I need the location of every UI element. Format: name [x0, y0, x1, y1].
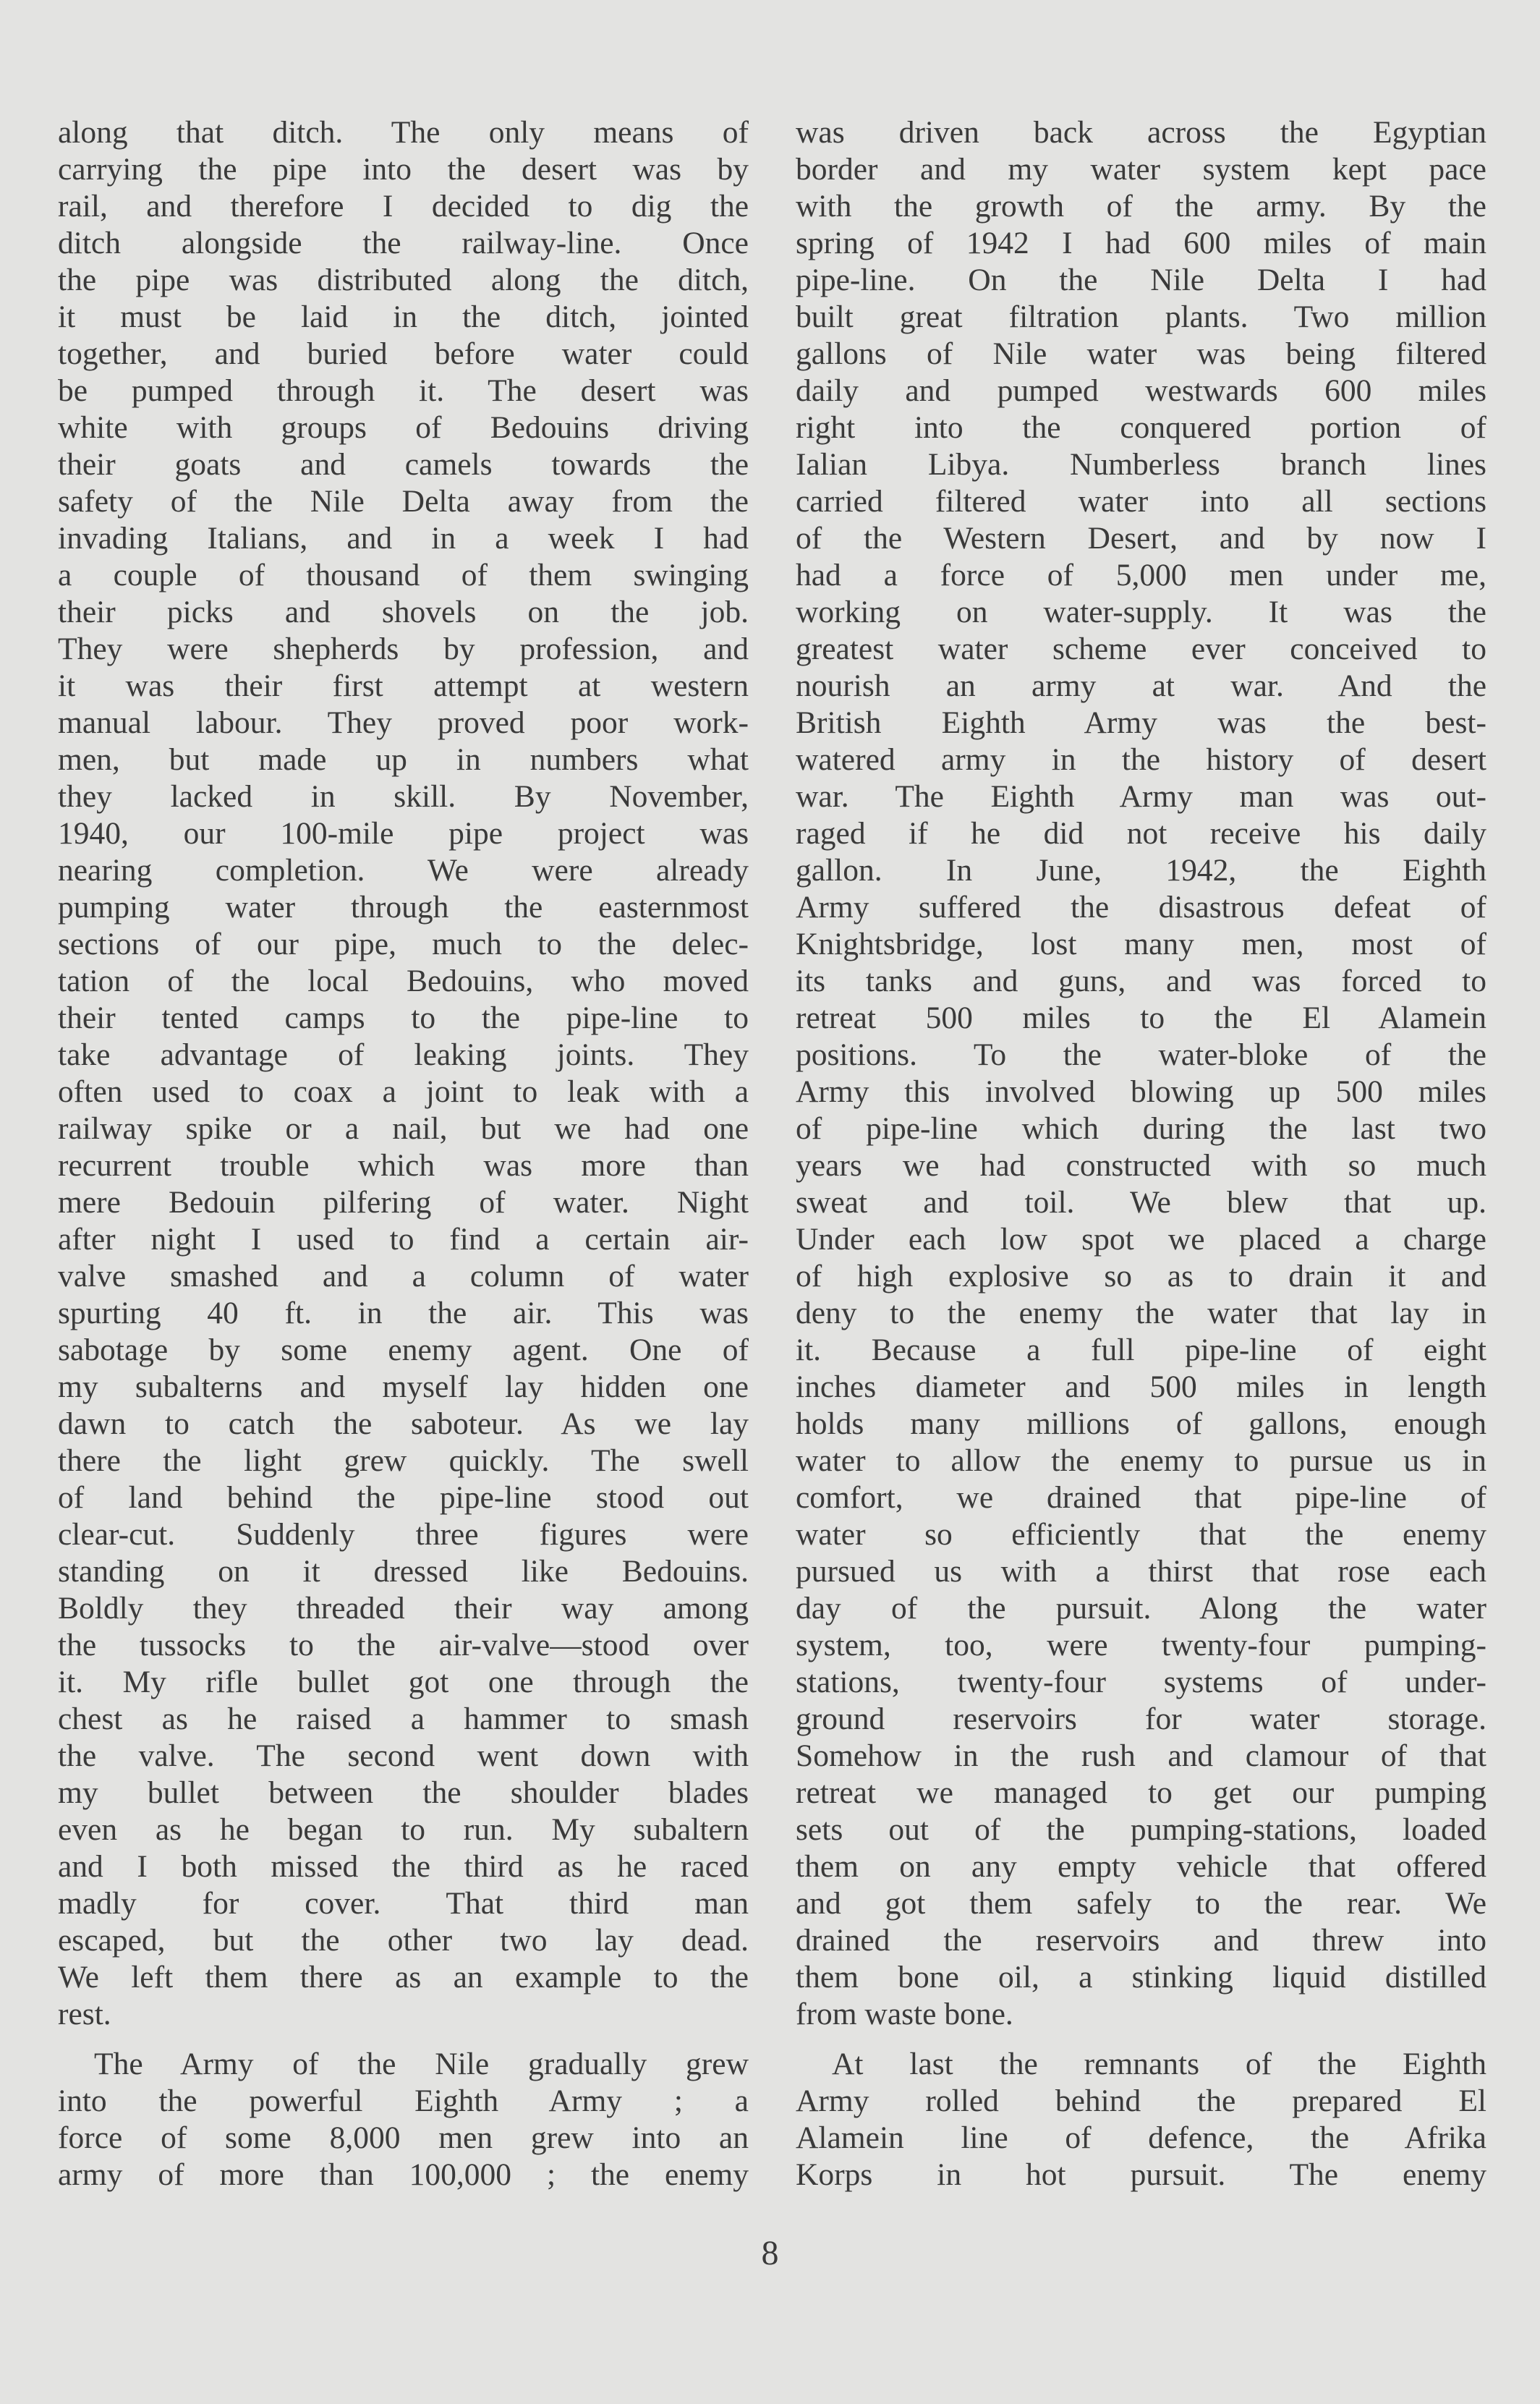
right-column	[796, 114, 1486, 2193]
text-line: it must be laid in the ditch, jointed	[58, 300, 749, 334]
text-line: them on any empty vehicle that offered	[796, 1849, 1486, 1884]
text-line: clear-cut. Suddenly three figures were	[58, 1517, 749, 1552]
text-line: stations, twenty-four systems of under-	[796, 1665, 1486, 1699]
text-line: Boldly they threaded their way among	[58, 1591, 749, 1626]
text-line: Somehow in the rush and clamour of that	[796, 1738, 1486, 1773]
text-line: it. Because a full pipe-line of eight	[796, 1333, 1486, 1367]
text-line: greatest water scheme ever conceived to	[796, 632, 1486, 666]
text-line: drained the reservoirs and threw into	[796, 1923, 1486, 1958]
text-line: rest.	[58, 1997, 111, 2031]
text-line: daily and pumped westwards 600 miles	[796, 373, 1486, 408]
text-line: their picks and shovels on the job.	[58, 595, 749, 629]
text-line: men, but made up in numbers what	[58, 742, 749, 777]
text-line: was driven back across the Egyptian	[796, 115, 1486, 150]
text-line: madly for cover. That third man	[58, 1886, 749, 1921]
text-line: white with groups of Bedouins driving	[58, 410, 749, 445]
text-line: sections of our pipe, much to the delec-	[58, 927, 749, 961]
text-line: Korps in hot pursuit. The enemy	[796, 2157, 1486, 2192]
text-line: of high explosive so as to drain it and	[796, 1259, 1486, 1294]
text-line: We left them there as an example to the	[58, 1960, 749, 1995]
text-line: recurrent trouble which was more than	[58, 1148, 749, 1183]
text-line: ditch alongside the railway-line. Once	[58, 226, 749, 260]
text-line: mere Bedouin pilfering of water. Night	[58, 1185, 749, 1220]
text-line: retreat we managed to get our pumping	[796, 1775, 1486, 1810]
text-line: working on water-supply. It was the	[796, 595, 1486, 629]
text-line: holds many millions of gallons, enough	[796, 1406, 1486, 1441]
text-line: their tented camps to the pipe-line to	[58, 1001, 749, 1035]
text-line: Army rolled behind the prepared El	[796, 2084, 1486, 2118]
text-line: carrying the pipe into the desert was by	[58, 152, 749, 187]
text-line: The Army of the Nile gradually grew	[94, 2047, 749, 2081]
text-line: gallon. In June, 1942, the Eighth	[796, 853, 1486, 888]
text-line: pursued us with a thirst that rose each	[796, 1554, 1486, 1589]
text-line: war. The Eighth Army man was out-	[796, 779, 1486, 814]
text-line: pipe-line. On the Nile Delta I had	[796, 263, 1486, 297]
text-line: chest as he raised a hammer to smash	[58, 1702, 749, 1736]
text-line: after night I used to find a certain air-	[58, 1222, 749, 1257]
text-line: nourish an army at war. And the	[796, 668, 1486, 703]
text-line: of land behind the pipe-line stood out	[58, 1480, 749, 1515]
text-line: At last the remnants of the Eighth	[832, 2047, 1486, 2081]
text-line: They were shepherds by profession, and	[58, 632, 749, 666]
paragraph-gap	[58, 2033, 749, 2046]
text-line: the tussocks to the air-valve—stood over	[58, 1628, 749, 1662]
text-line: Army suffered the disastrous defeat of	[796, 890, 1486, 925]
text-line: retreat 500 miles to the El Alamein	[796, 1001, 1486, 1035]
text-line: of the Western Desert, and by now I	[796, 521, 1486, 556]
text-line: my subalterns and myself lay hidden one	[58, 1369, 749, 1404]
text-line: positions. To the water-bloke of the	[796, 1037, 1486, 1072]
text-line: nearing completion. We were already	[58, 853, 749, 888]
text-line: Army this involved blowing up 500 miles	[796, 1074, 1486, 1109]
text-line: standing on it dressed like Bedouins.	[58, 1554, 749, 1589]
text-line: ground reservoirs for water storage.	[796, 1702, 1486, 1736]
text-line: years we had constructed with so much	[796, 1148, 1486, 1183]
text-line: comfort, we drained that pipe-line of	[796, 1480, 1486, 1515]
text-line: watered army in the history of desert	[796, 742, 1486, 777]
text-line: day of the pursuit. Along the water	[796, 1591, 1486, 1626]
text-line: their goats and camels towards the	[58, 447, 749, 482]
text-line: be pumped through it. The desert was	[58, 373, 749, 408]
text-line: it was their first attempt at western	[58, 668, 749, 703]
right-paragraph-2	[796, 2046, 1486, 2193]
text-line: had a force of 5,000 men under me,	[796, 558, 1486, 592]
text-line: invading Italians, and in a week I had	[58, 521, 749, 556]
text-line: it. My rifle bullet got one through the	[58, 1665, 749, 1699]
page-number: 8	[761, 2234, 779, 2272]
paragraph-gap	[796, 2033, 1486, 2046]
text-line: there the light grew quickly. The swell	[58, 1443, 749, 1478]
text-line: my bullet between the shoulder blades	[58, 1775, 749, 1810]
text-line: valve smashed and a column of water	[58, 1259, 749, 1294]
text-line: manual labour. They proved poor work-	[58, 705, 749, 740]
text-line: with the growth of the army. By the	[796, 189, 1486, 224]
text-line: safety of the Nile Delta away from the	[58, 484, 749, 519]
text-line: spurting 40 ft. in the air. This was	[58, 1296, 749, 1330]
text-line: army of more than 100,000 ; the enemy	[58, 2157, 749, 2192]
text-line: system, too, were twenty-four pumping-	[796, 1628, 1486, 1662]
text-line: even as he began to run. My subaltern	[58, 1812, 749, 1847]
text-line: Knightsbridge, lost many men, most of	[796, 927, 1486, 961]
text-line: pumping water through the easternmost	[58, 890, 749, 925]
text-line: often used to coax a joint to leak with a	[58, 1074, 749, 1109]
text-line: tation of the local Bedouins, who moved	[58, 964, 749, 998]
left-paragraph-1	[58, 114, 749, 2033]
text-line: escaped, but the other two lay dead.	[58, 1923, 749, 1958]
text-line: sabotage by some enemy agent. One of	[58, 1333, 749, 1367]
text-line: and I both missed the third as he raced	[58, 1849, 749, 1884]
text-line: a couple of thousand of them swinging	[58, 558, 749, 592]
text-line: built great filtration plants. Two million	[796, 300, 1486, 334]
text-line: 1940, our 100-mile pipe project was	[58, 816, 749, 851]
text-line: from waste bone.	[796, 1997, 1013, 2031]
text-line: the pipe was distributed along the ditch,	[58, 263, 749, 297]
text-line: British Eighth Army was the best-	[796, 705, 1486, 740]
text-line: along that ditch. The only means of	[58, 115, 749, 150]
text-line: the valve. The second went down with	[58, 1738, 749, 1773]
text-line: right into the conquered portion of	[796, 410, 1486, 445]
text-line: take advantage of leaking joints. They	[58, 1037, 749, 1072]
text-line: raged if he did not receive his daily	[796, 816, 1486, 851]
text-line: Under each low spot we placed a charge	[796, 1222, 1486, 1257]
text-line: of pipe-line which during the last two	[796, 1111, 1486, 1146]
text-line: them bone oil, a stinking liquid distilled	[796, 1960, 1486, 1995]
text-line: dawn to catch the saboteur. As we lay	[58, 1406, 749, 1441]
text-line: water so efficiently that the enemy	[796, 1517, 1486, 1552]
text-line: Alamein line of defence, the Afrika	[796, 2120, 1486, 2155]
right-paragraph-1	[796, 114, 1486, 2033]
text-line: gallons of Nile water was being filtered	[796, 336, 1486, 371]
text-line: deny to the enemy the water that lay in	[796, 1296, 1486, 1330]
text-line: they lacked in skill. By November,	[58, 779, 749, 814]
text-line: together, and buried before water could	[58, 336, 749, 371]
text-line: and got them safely to the rear. We	[796, 1886, 1486, 1921]
text-line: sweat and toil. We blew that up.	[796, 1185, 1486, 1220]
text-line: force of some 8,000 men grew into an	[58, 2120, 749, 2155]
text-line: its tanks and guns, and was forced to	[796, 964, 1486, 998]
text-line: spring of 1942 I had 600 miles of main	[796, 226, 1486, 260]
text-line: into the powerful Eighth Army ; a	[58, 2084, 749, 2118]
left-column	[58, 114, 749, 2193]
text-line: water to allow the enemy to pursue us in	[796, 1443, 1486, 1478]
left-paragraph-2	[58, 2046, 749, 2193]
text-line: rail, and therefore I decided to dig the	[58, 189, 749, 224]
text-line: border and my water system kept pace	[796, 152, 1486, 187]
text-line: sets out of the pumping-stations, loaded	[796, 1812, 1486, 1847]
text-line: carried filtered water into all sections	[796, 484, 1486, 519]
text-line: Ialian Libya. Numberless branch lines	[796, 447, 1486, 482]
text-line: railway spike or a nail, but we had one	[58, 1111, 749, 1146]
text-line: inches diameter and 500 miles in length	[796, 1369, 1486, 1404]
